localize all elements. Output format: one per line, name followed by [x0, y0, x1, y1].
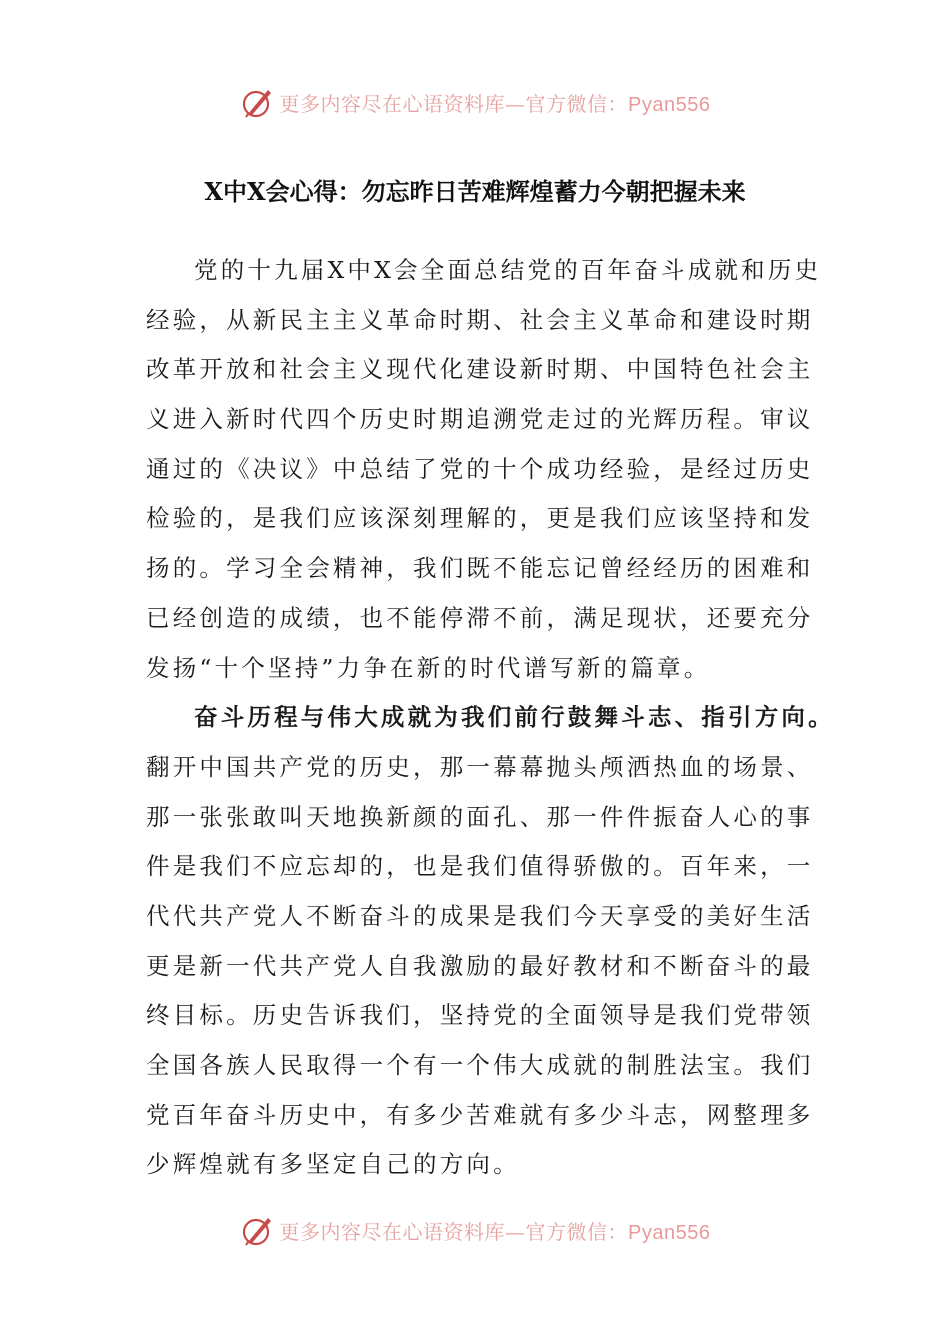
quill-logo-icon — [240, 1212, 276, 1248]
paragraph-line: 经验，从新民主主义革命时期、社会主义革命和建设时期 — [146, 305, 814, 334]
paragraph-line: 翻开中国共产党的历史，那一幕幕抛头颅洒热血的场景、 — [146, 752, 814, 781]
paragraph-line: 少辉煌就有多坚定自己的方向。 — [146, 1150, 520, 1179]
section-heading: 奋斗历程与伟大成就为我们前行鼓舞斗志、指引方向。 — [194, 703, 835, 732]
header-watermark-banner — [0, 80, 950, 124]
paragraph-line: 党的十九届X中X会全面总结党的百年奋斗成就和历史 — [194, 256, 822, 284]
paragraph-line: 那一张张敢叫天地换新颜的面孔、那一件件振奋人心的事 — [146, 802, 814, 831]
banner-text: 更多内容尽在心语资料库—官方微信：Pyan556 — [279, 1219, 711, 1244]
wechat-id: Pyan556 — [628, 1221, 711, 1244]
paragraph-line: 检验的，是我们应该深刻理解的，更是我们应该坚持和发 — [146, 504, 814, 533]
wechat-id: Pyan556 — [628, 93, 711, 116]
paragraph-line: 件是我们不应忘却的，也是我们值得骄傲的。百年来，一 — [146, 852, 814, 881]
paragraph-line: 全国各族人民取得一个有一个伟大成就的制胜法宝。我们 — [146, 1051, 814, 1079]
paragraph-line: 义进入新时代四个历史时期追溯党走过的光辉历程。审议 — [146, 405, 814, 434]
paragraph-line: 发扬“十个坚持”力争在新的时代谱写新的篇章。 — [146, 653, 711, 682]
paragraph-line: 扬的。学习全会精神，我们既不能忘记曾经经历的困难和 — [146, 554, 814, 583]
banner-text: 更多内容尽在心语资料库—官方微信：Pyan556 — [279, 91, 711, 116]
paragraph-line: 改革开放和社会主义现代化建设新时期、中国特色社会主 — [146, 355, 814, 384]
document-body — [146, 246, 835, 1190]
paragraph-line: 党百年奋斗历史中，有多少苦难就有多少斗志，网整理多 — [146, 1100, 814, 1129]
footer-watermark-banner — [0, 1208, 950, 1252]
paragraph-line: 代代共产党人不断奋斗的成果是我们今天享受的美好生活 — [146, 901, 814, 930]
quill-logo-icon — [240, 84, 276, 120]
paragraph-line: 更是新一代共产党人自我激励的最好教材和不断奋斗的最 — [146, 951, 814, 980]
paragraph-line: 已经创造的成绩，也不能停滞不前，满足现状，还要充分 — [146, 603, 814, 632]
paragraph-line: 终目标。历史告诉我们，坚持党的全面领导是我们党带领 — [146, 1001, 814, 1030]
document-title: X中X会心得：勿忘昨日苦难辉煌蓄力今朝把握未来 — [204, 177, 746, 206]
paragraph-line: 通过的《决议》中总结了党的十个成功经验，是经过历史 — [146, 454, 814, 483]
